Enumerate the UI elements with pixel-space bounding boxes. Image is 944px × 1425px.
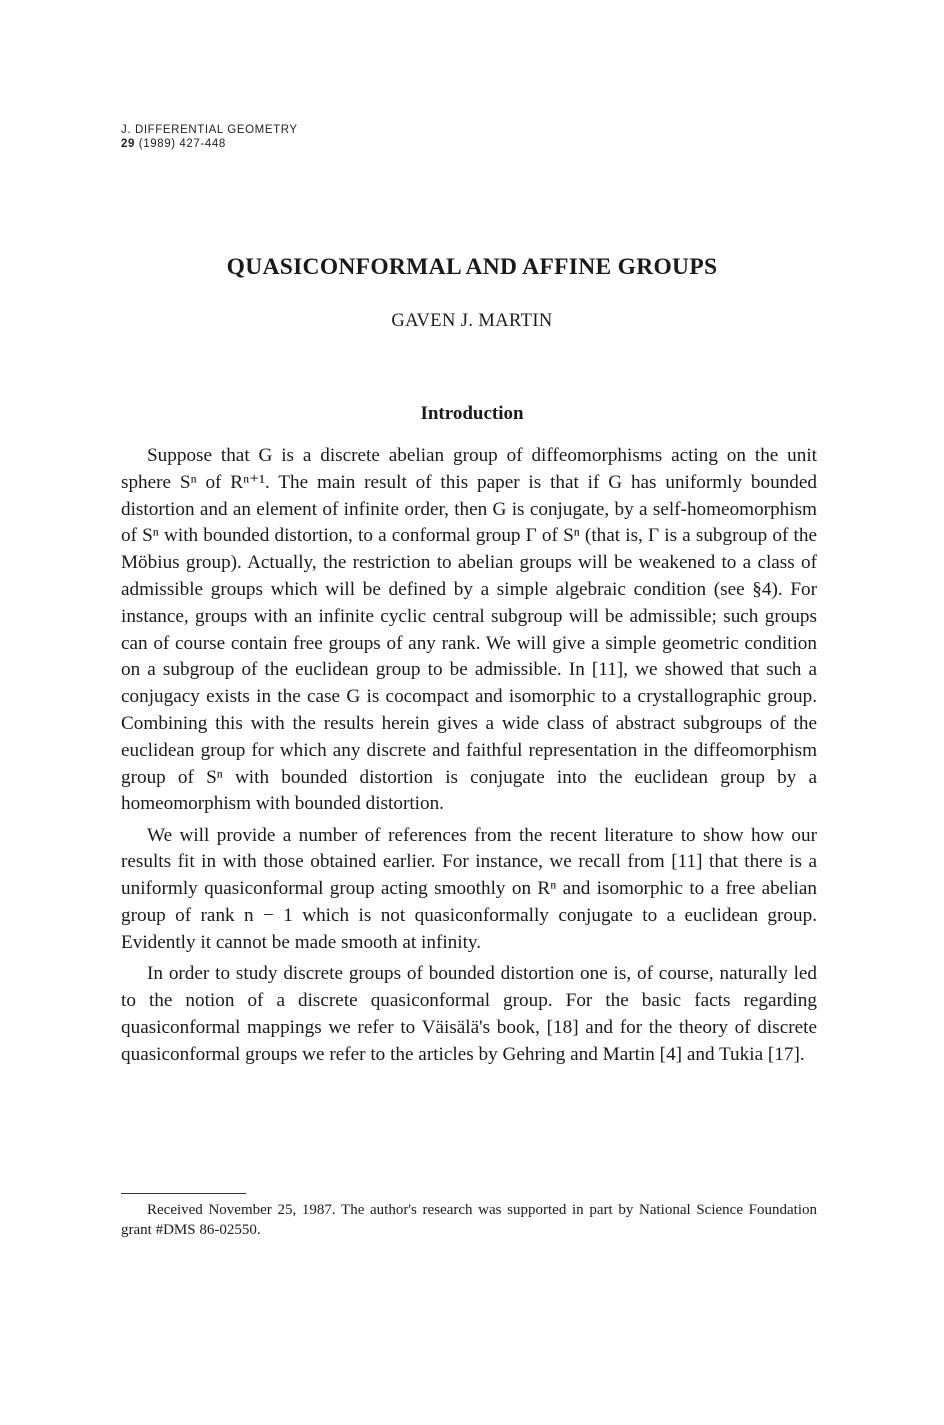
line: admissible groups which will be defined by a simple algebraic condition (see <box>121 578 745 600</box>
journal-volume: 29 <box>121 138 135 150</box>
line: to be admissible. In [11], we showed that such a conjugacy exists in the case <box>121 659 817 708</box>
line: the unit sphere Sⁿ of Rⁿ⁺¹. The main result of this paper is that if G <box>121 445 818 493</box>
journal-year-pages: (1989) 427-448 <box>138 138 226 150</box>
line: has uniformly bounded distortion and an element of infinite order, then G <box>121 471 818 520</box>
line: G is cocompact and isomorphic to a crystallographic group. Combining this <box>121 686 817 734</box>
line: group of Sⁿ with bounded distortion is conjugate into the euclidean group by <box>121 766 797 788</box>
line: how our results fit in with those obtained earlier. For instance, we recall from <box>121 824 818 873</box>
line: will give a simple geometric condition on a subgroup of the euclidean group <box>121 632 817 681</box>
line: Actually, the restriction to abelian groups will be weakened to a class of <box>247 552 817 574</box>
line: admissible; such groups can of course contain free groups of any rank. We <box>121 605 817 654</box>
line: isomorphic to a free abelian group of rank n − 1 which is not quasiconformally <box>121 878 817 927</box>
line: Gehring and Martin [4] and Tukia [17]. <box>502 1043 805 1065</box>
paper-author: GAVEN J. MARTIN <box>391 311 553 331</box>
line: §4). For instance, groups with an infinite cyclic central subgroup will be <box>121 578 817 627</box>
paragraph-2 <box>121 823 817 957</box>
paper-title: QUASICONFORMAL AND AFFINE GROUPS <box>226 254 718 280</box>
line: conformal group Γ of Sⁿ (that is, Γ is a subgroup of the Möbius group). <box>121 525 818 574</box>
line: facts regarding quasiconformal mappings we refer to Väisälä's book, [18] and <box>121 989 817 1038</box>
journal-name: J. DIFFERENTIAL GEOMETRY <box>121 124 298 136</box>
line: a homeomorphism with bounded distortion. <box>121 766 818 815</box>
footnote: Received November 25, 1987. The author's research was supported in part by National Science Foundation grant #DMS 86-02550. <box>121 1202 817 1238</box>
paragraph-3 <box>121 961 817 1068</box>
body-text <box>121 443 817 1073</box>
line: We will provide a number of references from the recent literature to show <box>147 824 744 846</box>
line: conjugate to a euclidean group. Evidently it cannot be made smooth at <box>121 905 817 953</box>
line: naturally led to the notion of a discrete quasiconformal group. For the basic <box>121 963 818 1011</box>
line: In order to study discrete groups of bounded distortion one is, of course, <box>147 963 714 985</box>
line: group for which any discrete and faithful representation in the diffeomorphism <box>200 739 818 761</box>
section-heading: Introduction <box>420 403 524 424</box>
line: is conjugate, by a self-homeomorphism of Sⁿ with bounded distortion, to a <box>121 498 817 547</box>
paragraph-1 <box>121 443 817 818</box>
line: [11] that there is a uniformly quasiconformal group acting smoothly on Rⁿ and <box>121 851 817 900</box>
line: with the results herein gives a wide class of abstract subgroups of the euclidean <box>121 712 817 761</box>
line: infinity. <box>421 931 482 953</box>
footnote-rule <box>121 1193 246 1194</box>
line: for the theory of discrete quasiconformal groups we refer to the articles by <box>121 1016 817 1065</box>
line: Suppose that G is a discrete abelian group of diffeomorphisms acting on <box>147 445 746 466</box>
journal-header <box>121 123 298 151</box>
journal-citation <box>121 137 298 151</box>
